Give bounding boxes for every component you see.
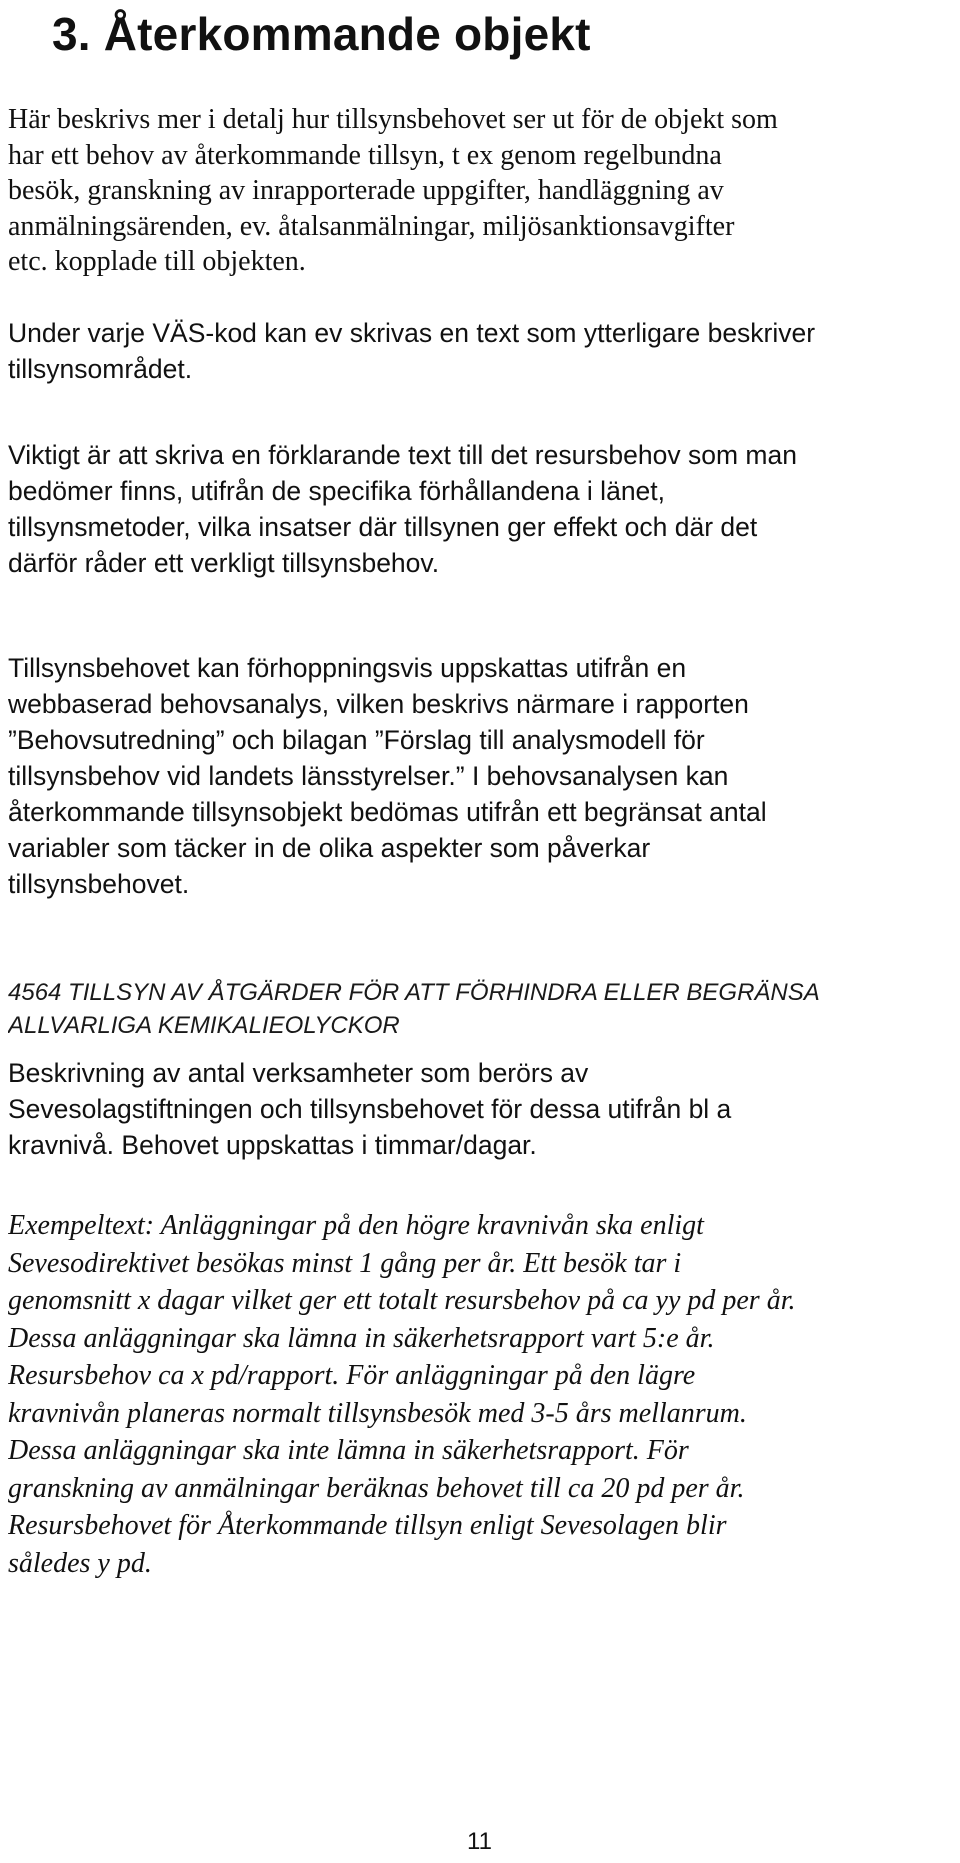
text-line: Resursbehovet för Återkommande tillsyn enligt Sevesolagen blir bbox=[8, 1510, 727, 1541]
section-description bbox=[8, 1055, 953, 1163]
text-line: Under varje VÄS-kod kan ev skrivas en text som ytterligare beskriver bbox=[8, 318, 816, 348]
text-line: därför råder ett verkligt tillsynsbehov. bbox=[8, 548, 440, 578]
important-paragraph bbox=[8, 437, 953, 581]
example-text-paragraph bbox=[8, 1207, 953, 1582]
text-line: Exempeltext: Anläggningar på den högre kravnivån ska enligt bbox=[8, 1210, 704, 1241]
text-line: genomsnitt x dagar vilket ger ett totalt resursbehov på ca yy pd per år. bbox=[8, 1285, 796, 1316]
text-line: ”Behovsutredning” och bilagan ”Förslag till analysmodell för bbox=[8, 725, 705, 755]
text-line: tillsynsbehov vid landets länsstyrelser.” I behovsanalysen kan bbox=[8, 761, 729, 791]
text-line: Resursbehov ca x pd/rapport. För anläggningar på den lägre bbox=[8, 1360, 696, 1391]
text-line: webbaserad behovsanalys, vilken beskrivs närmare i rapporten bbox=[8, 689, 749, 719]
text-line: Dessa anläggningar ska lämna in säkerhetsrapport vart 5:e år. bbox=[8, 1322, 715, 1354]
text-line: har ett behov av återkommande tillsyn, t ex genom regelbundna bbox=[8, 139, 722, 171]
text-line: tillsynsområdet. bbox=[8, 354, 193, 384]
text-line: 4564 TILLSYN AV ÅTGÄRDER FÖR ATT FÖRHINDRA ELLER BEGRÄNSA bbox=[8, 979, 820, 1006]
text-line: Tillsynsbehovet kan förhoppningsvis uppskattas utifrån en bbox=[8, 653, 687, 683]
estimate-paragraph bbox=[8, 650, 953, 902]
text-line: Här beskrivs mer i detalj hur tillsynsbehovet ser ut för de objekt som bbox=[8, 104, 778, 135]
text-line: Sevesodirektivet besökas minst 1 gång per år. Ett besök tar i bbox=[8, 1247, 682, 1279]
text-line: bedömer finns, utifrån de specifika förhållandena i länet, bbox=[8, 476, 666, 506]
text-line: således y pd. bbox=[8, 1547, 152, 1579]
text-line: kravnivå. Behovet uppskattas i timmar/dagar. bbox=[8, 1130, 537, 1160]
text-line: variabler som täcker in de olika aspekter som påverkar bbox=[8, 833, 651, 863]
text-line: besök, granskning av inrapporterade uppgifter, handläggning av bbox=[8, 175, 724, 206]
text-line: anmälningsärenden, ev. åtalsanmälningar, miljösanktionsavgifter bbox=[8, 210, 735, 242]
text-line: Beskrivning av antal verksamheter som berörs av bbox=[8, 1058, 589, 1088]
text-line: kravnivån planeras normalt tillsynsbesök med 3-5 års mellanrum. bbox=[8, 1397, 747, 1429]
vas-code-paragraph bbox=[8, 315, 953, 387]
text-line: ALLVARLIGA KEMIKALIEOLYCKOR bbox=[8, 1012, 400, 1039]
text-line: granskning av anmälningar beräknas behovet till ca 20 pd per år. bbox=[8, 1472, 745, 1504]
text-line: Sevesolagstiftningen och tillsynsbehovet för dessa utifrån bl a bbox=[8, 1094, 732, 1124]
page-number: 11 bbox=[467, 1828, 492, 1855]
section-code-heading bbox=[8, 976, 953, 1042]
text-line: etc. kopplade till objekten. bbox=[8, 246, 306, 277]
text-line: Viktigt är att skriva en förklarande text till det resursbehov som man bbox=[8, 440, 797, 470]
intro-paragraph bbox=[8, 102, 953, 280]
text-line: Dessa anläggningar ska inte lämna in säkerhetsrapport. För bbox=[8, 1435, 689, 1466]
text-line: tillsynsbehovet. bbox=[8, 869, 190, 899]
text-line: återkommande tillsynsobjekt bedömas utifrån ett begränsat antal bbox=[8, 797, 767, 827]
section-heading: 3. Återkommande objekt bbox=[52, 8, 591, 60]
text-line: tillsynsmetoder, vilka insatser där tillsynen ger effekt och där det bbox=[8, 512, 758, 542]
